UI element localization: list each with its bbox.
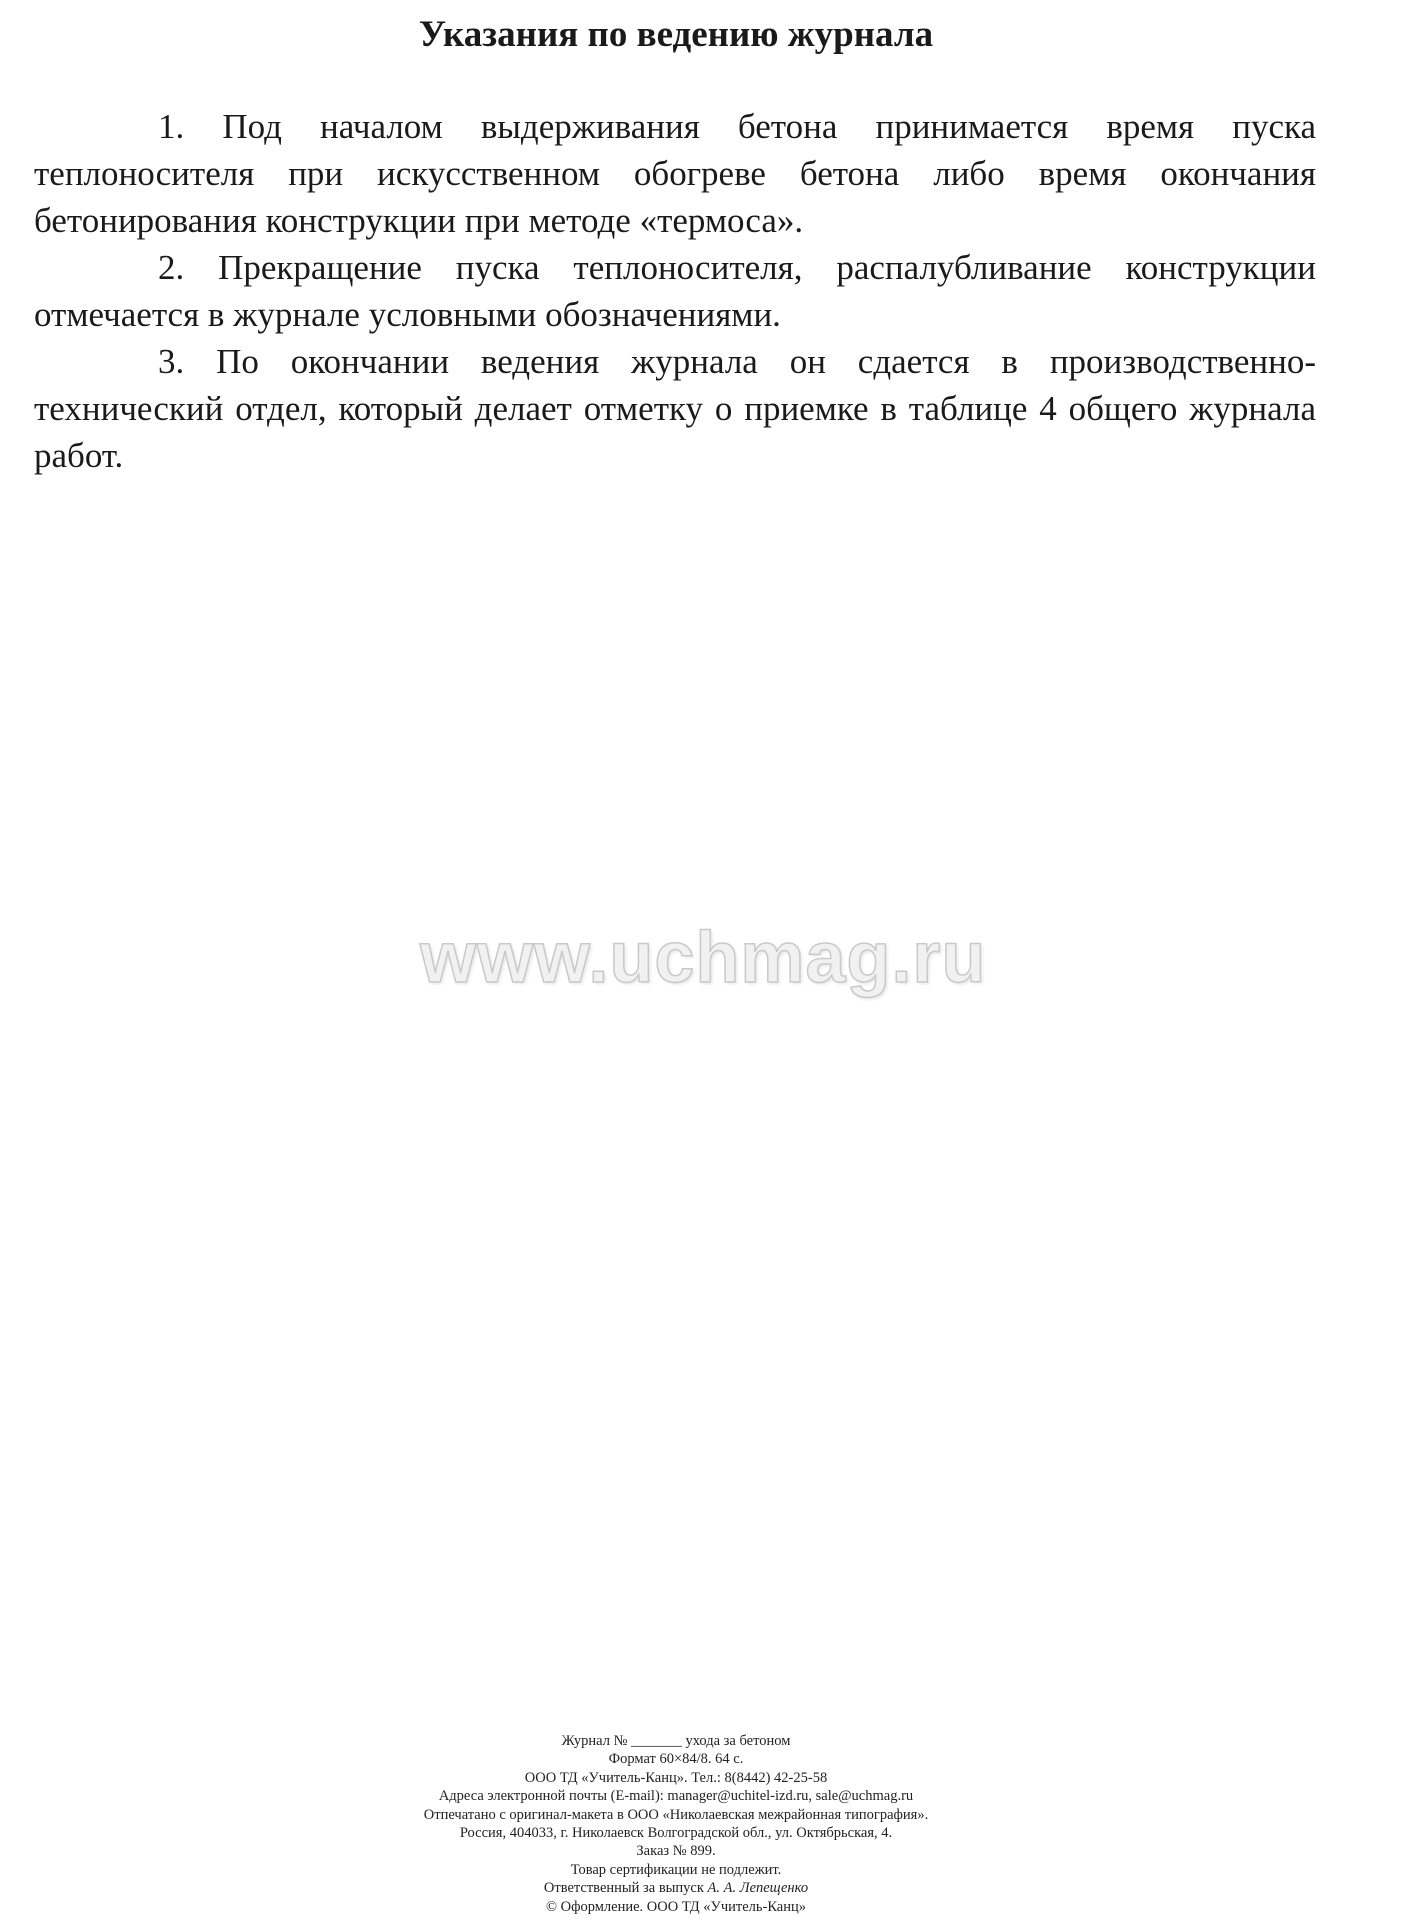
imprint-journal-line [0, 1732, 1352, 1750]
imprint-email: Адреса электронной почты (E-mail): manager@uchitel-izd.ru, sale@uchmag.ru [438, 1788, 914, 1805]
imprint-printed: Отпечатано с оригинал-макета в ООО «Николаевская межрайонная типография». [423, 1806, 929, 1823]
watermark: www.uchmag.ru [420, 918, 987, 998]
imprint-responsible [0, 1879, 1352, 1897]
instructions-body [34, 103, 1316, 479]
imprint-journal-suffix: ухода за бетоном [685, 1733, 791, 1749]
imprint-block [0, 1732, 1352, 1916]
imprint-format: Формат 60×84/8. 64 с. [608, 1751, 744, 1768]
imprint-journal-blank: _______ [631, 1733, 682, 1749]
instruction-paragraph-3: 3. По окончании ведения журнала он сдается в производственно-технический отдел, который делает отметку о приемке в таблице 4 общего журнала работ. [34, 342, 1316, 475]
page-title: Указания по ведению журнала [418, 14, 934, 55]
imprint-responsible-label: Ответственный за выпуск [543, 1880, 704, 1897]
imprint-responsible-name: А. А. Лепещенко [707, 1880, 809, 1897]
imprint-journal-prefix: Журнал № [561, 1733, 628, 1749]
imprint-address: Россия, 404033, г. Николаевск Волгоградской обл., ул. Октябрьская, 4. [459, 1825, 893, 1842]
instruction-paragraph-1: 1. Под началом выдерживания бетона принимается время пуска теплоносителя при искусственном обогреве бетона либо время окончания бетонирования конструкции при методе «термоса». [34, 107, 1316, 240]
instruction-paragraph-2: 2. Прекращение пуска теплоносителя, распалубливание конструкции отмечается в журнале условными обозначениями. [34, 248, 1316, 334]
imprint-publisher: ООО ТД «Учитель-Канц». Тел.: 8(8442) 42-25-58 [524, 1769, 828, 1786]
imprint-certification: Товар сертификации не подлежит. [570, 1861, 782, 1878]
imprint-order: Заказ № 899. [636, 1843, 716, 1860]
imprint-copyright: © Оформление. ООО ТД «Учитель-Канц» [545, 1898, 807, 1915]
